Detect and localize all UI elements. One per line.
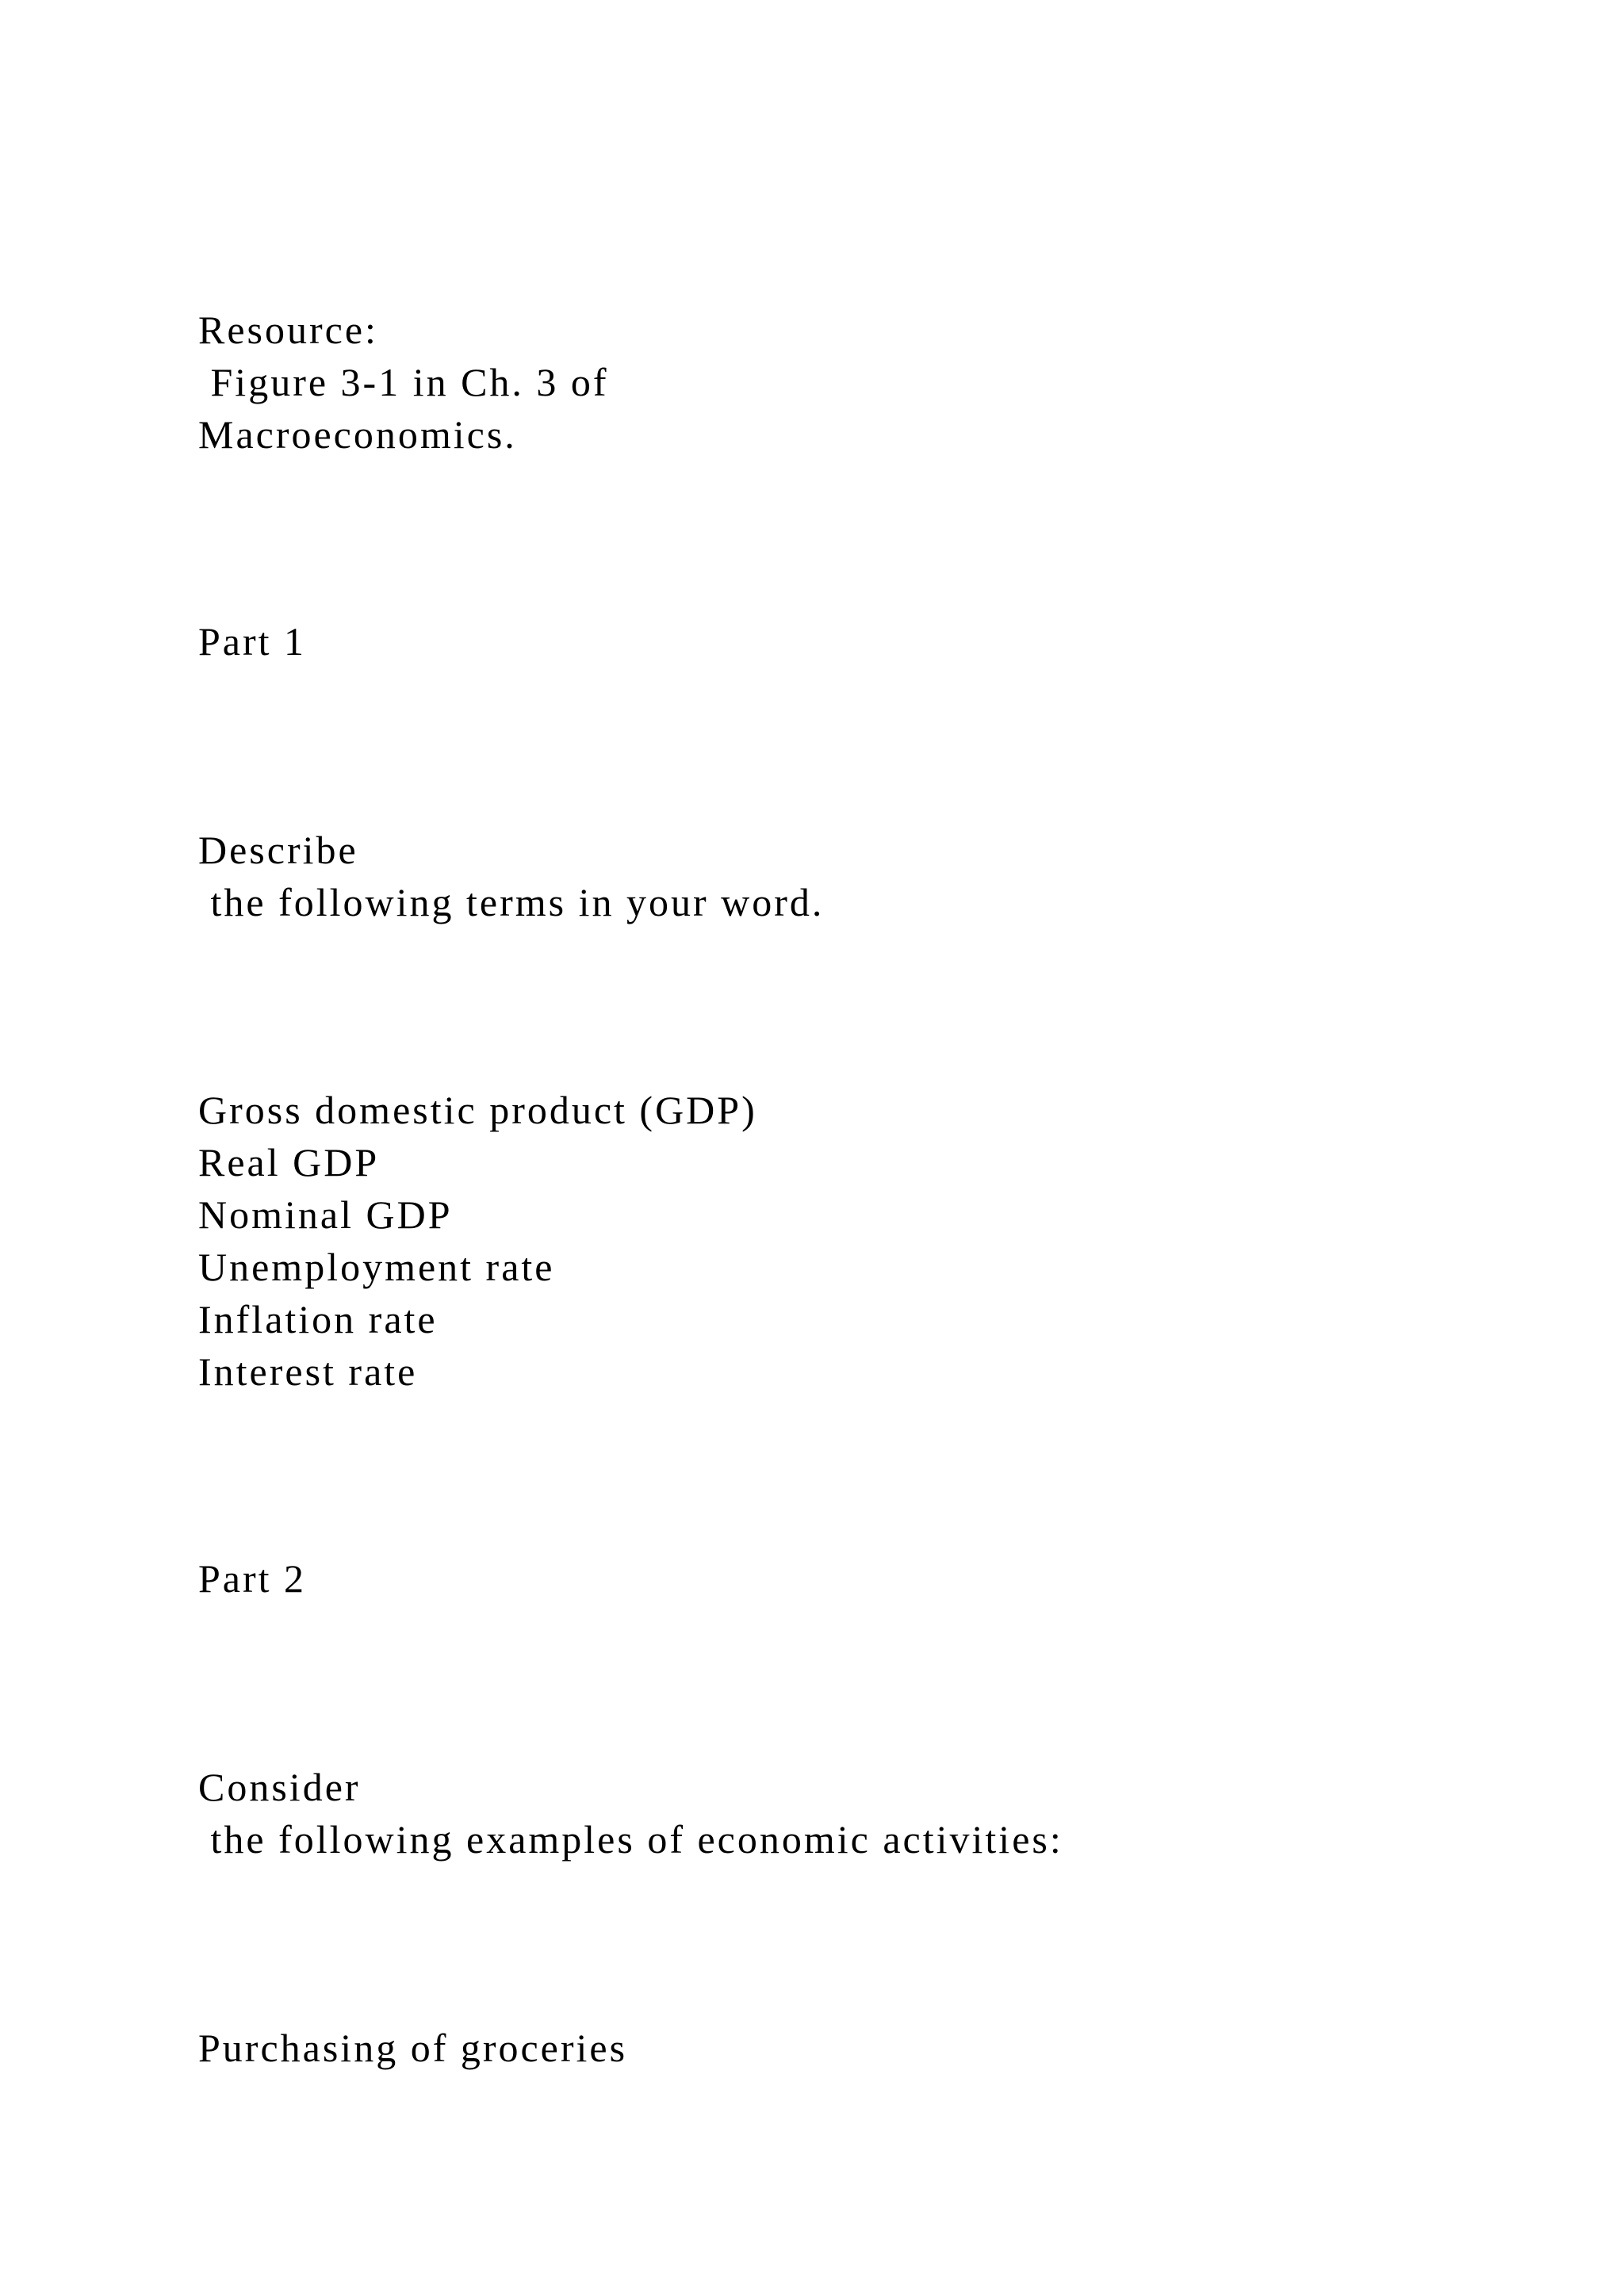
part1-instruction-text: the following terms in your word. — [198, 880, 825, 924]
resource-figure-reference: Figure 3-1 in Ch. 3 of — [198, 360, 609, 404]
part2-heading: Part 2 — [198, 1556, 307, 1601]
term-list-item: Real GDP — [198, 1140, 380, 1184]
part1-instruction-verb: Describe — [198, 828, 358, 872]
term-list-item: Unemployment rate — [198, 1245, 555, 1289]
part2-instruction-text: the following examples of economic activities: — [198, 1817, 1063, 1862]
term-list-item: Nominal GDP — [198, 1192, 453, 1237]
part2-instruction-verb: Consider — [198, 1765, 361, 1809]
resource-label: Resource: — [198, 308, 378, 352]
term-list-item: Interest rate — [198, 1349, 418, 1394]
example-list-item: Purchasing of groceries — [198, 2026, 628, 2070]
term-list-item: Inflation rate — [198, 1297, 438, 1341]
part1-heading: Part 1 — [198, 619, 307, 664]
term-list-item: Gross domestic product (GDP) — [198, 1088, 757, 1132]
resource-book-title: Macroeconomics. — [198, 412, 517, 457]
